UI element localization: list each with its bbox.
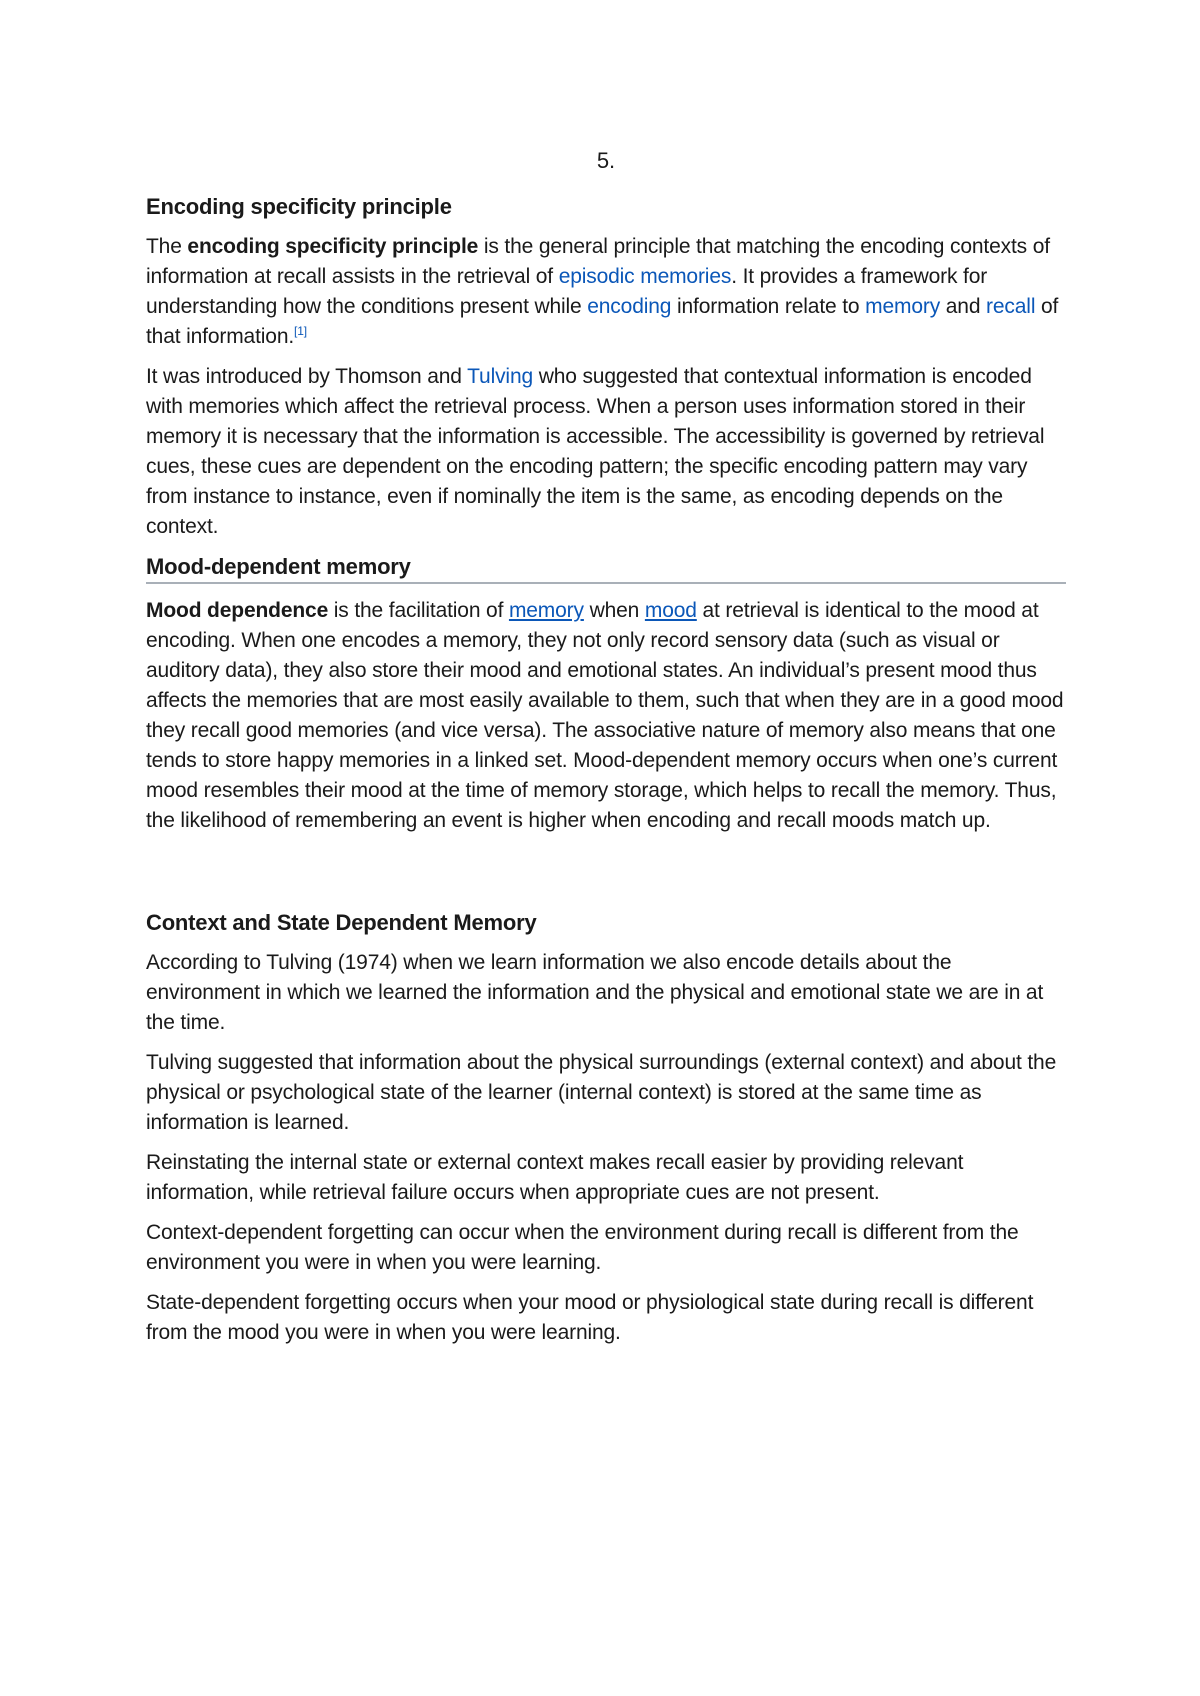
heading-context-state-dependent-memory: Context and State Dependent Memory [146, 910, 537, 935]
blank-space [146, 846, 1066, 908]
text-fragment: is the facilitation of [328, 599, 509, 622]
text-fragment: . It provides a framework for understanding how the conditions present while [146, 265, 988, 318]
link-encoding[interactable]: encoding [587, 295, 672, 318]
text-fragment: at retrieval is identical to the mood at encoding. When one encodes a memory, they not only record sensory data (such as visual or auditory data), they also store their mood and emotional states. An individual’s present mood thus affects the memories that are most easily available to them, such that when they are in a good mood they recall good memories (and vice versa). The associative nature of memory also means that one tends to store happy memories in a linked set. Mood-dependent memory occurs when one’s current mood resembles their mood at the time of memory storage, which helps to recall the memory. Thus, the likelihood of remembering an event is higher when encoding and recall moods match up. [146, 599, 1064, 832]
text-fragment: It was introduced by Thomson and [146, 365, 468, 388]
paragraph-mood-dependence [146, 596, 1066, 836]
paragraph-thomson-tulving [146, 362, 1066, 542]
link-mood-underlined[interactable]: mood [644, 599, 697, 622]
paragraph-context-4: Context-dependent forgetting can occur when the environment during recall is different from the environment you were in when you were learning. [146, 1221, 1019, 1274]
link-tulving[interactable]: Tulving [467, 365, 534, 388]
text-fragment: The [146, 235, 188, 258]
heading-encoding-specificity: Encoding specificity principle [146, 194, 452, 219]
heading-mood-dependent-memory: Mood-dependent memory [146, 552, 1066, 584]
text-fragment: is the general principle that matching the encoding contexts of information at recall assists in the retrieval of [146, 235, 1050, 288]
paragraph-context-1: According to Tulving (1974) when we learn information we also encode details about the environment in which we learned the information and the physical and emotional state we are in at the time. [146, 951, 1044, 1034]
text-fragment: who suggested that contextual information is encoded with memories which affect the retrieval process. When a person uses information stored in their memory it is necessary that the information is accessible. The accessibility is governed by retrieval cues, these cues are dependent on the encoding pattern; the specific encoding pattern may vary from instance to instance, even if nominally the item is the same, as encoding depends on the context. [146, 365, 1045, 538]
paragraph-context-3: Reinstating the internal state or external context makes recall easier by providing relevant information, while retrieval failure occurs when appropriate cues are not present. [146, 1151, 964, 1204]
paragraph-context-5: State-dependent forgetting occurs when your mood or physiological state during recall is different from the mood you were in when you were learning. [146, 1291, 1034, 1344]
document-page [146, 146, 1066, 1358]
link-memory-underlined[interactable]: memory [508, 599, 584, 622]
link-episodic-memories[interactable]: episodic memories [558, 265, 732, 288]
text-fragment: and [940, 295, 987, 318]
text-fragment: information relate to [671, 295, 866, 318]
paragraph-encoding-specificity-definition [146, 232, 1066, 352]
link-recall[interactable]: recall [986, 295, 1036, 318]
text-fragment: of that information. [146, 295, 1059, 348]
link-memory[interactable]: memory [865, 295, 941, 318]
paragraph-context-2: Tulving suggested that information about the physical surroundings (external context) and about the physical or psychological state of the learner (internal context) is stored at the same time as information is learned. [146, 1051, 1057, 1134]
bold-term: Mood dependence [146, 599, 329, 622]
page-number: 5. [596, 148, 616, 173]
citation-reference[interactable]: [1] [294, 324, 307, 338]
bold-term: encoding specificity principle [187, 235, 479, 258]
text-fragment: when [583, 599, 645, 622]
